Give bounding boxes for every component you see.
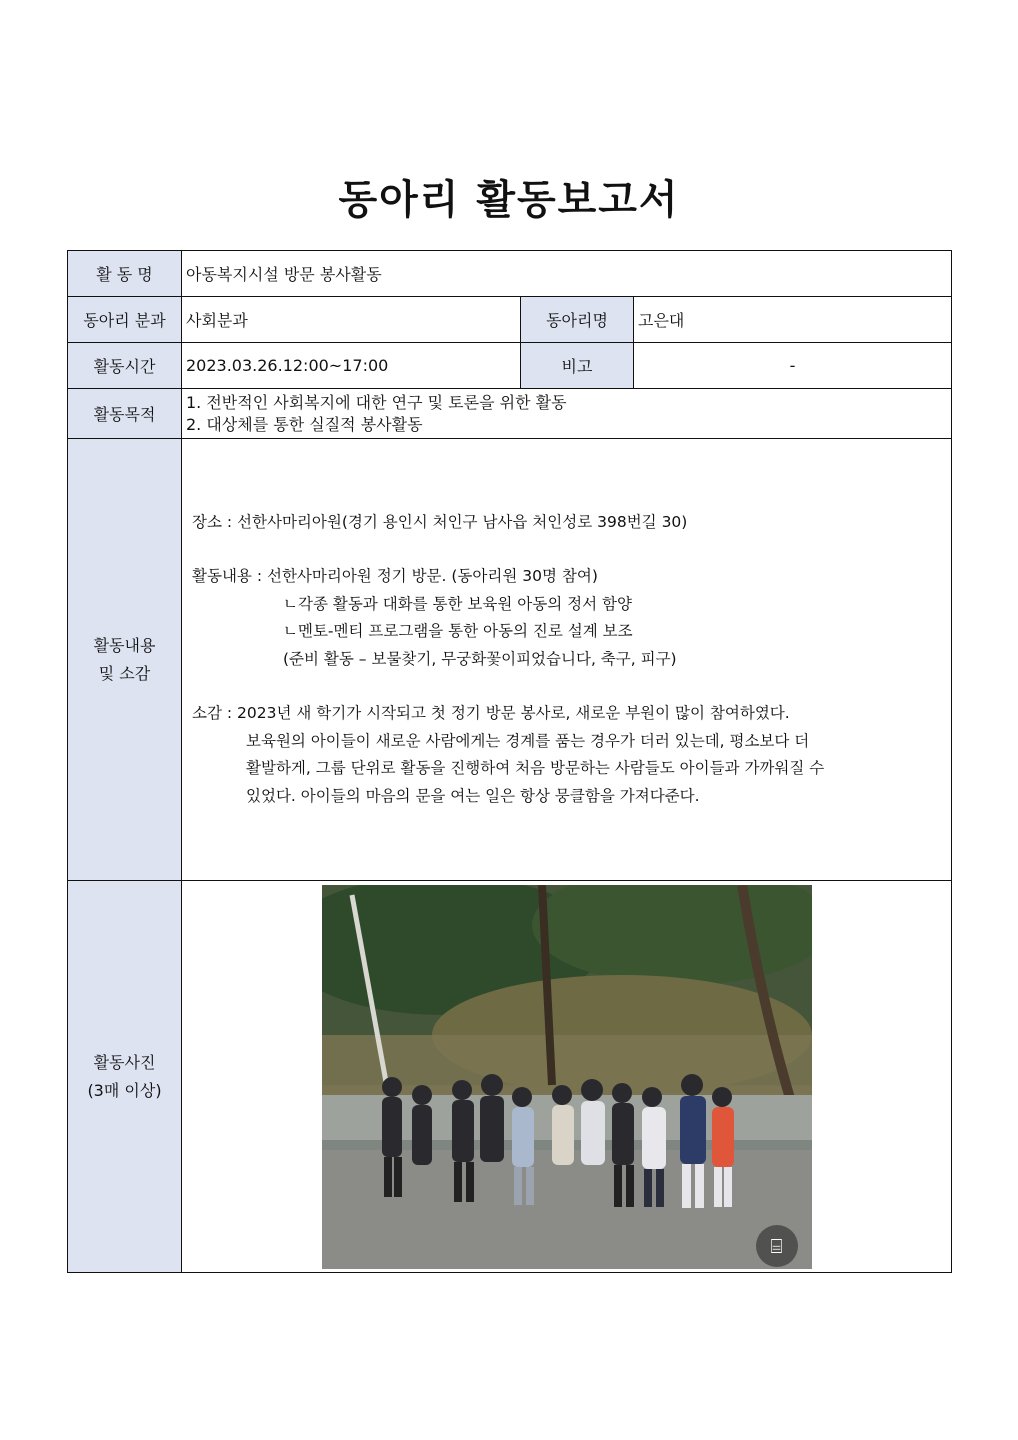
- photo-label: [68, 881, 182, 1273]
- impression-line: 있었다. 아이들의 마음의 문을 여는 일은 항상 뭉클함을 가져다준다.: [246, 786, 700, 805]
- activity-name-value: 아동복지시설 방문 봉사활동: [182, 251, 952, 297]
- activity-sub-line: (준비 활동 – 보물찾기, 무궁화꽃이피었습니다, 축구, 피구): [283, 649, 677, 668]
- activity-sub-line: ㄴ각종 활동과 대화를 통한 보육원 아동의 정서 함양: [283, 594, 632, 613]
- activity-text: 활동내용 : 선한사마리아원 정기 방문. (동아리원 30명 참여): [192, 567, 598, 586]
- row-photo: [68, 881, 952, 1273]
- page-title: 동아리 활동보고서: [338, 177, 680, 223]
- row-time: [68, 343, 952, 389]
- club-division-label: 동아리 분과: [68, 297, 182, 343]
- note-label: 비고: [521, 343, 634, 389]
- purpose-line: 1. 전반적인 사회복지에 대한 연구 및 토론을 위한 활동: [186, 392, 567, 412]
- impression-line: 활발하게, 그룹 단위로 활동을 진행하여 처음 방문하는 사람들도 아이들과 가까워질 수: [246, 759, 825, 778]
- purpose-value: [182, 389, 952, 439]
- photo-label-line2: (3매 이상): [87, 1080, 162, 1100]
- activity-photo: [322, 885, 812, 1269]
- report-table: [67, 250, 952, 1273]
- activity-time-label: 활동시간: [68, 343, 182, 389]
- activity-sub-line: ㄴ멘토-멘티 프로그램을 통한 아동의 진로 설계 보조: [283, 622, 633, 641]
- row-purpose: [68, 389, 952, 439]
- content-label-line1: 활동내용: [93, 635, 156, 655]
- row-content: [68, 439, 952, 881]
- club-name-value: 고은대: [634, 297, 952, 343]
- purpose-label: 활동목적: [68, 389, 182, 439]
- club-name-label: 동아리명: [521, 297, 634, 343]
- scan-text-icon[interactable]: ⌸: [756, 1225, 798, 1267]
- row-club: [68, 297, 952, 343]
- place-text: 장소 : 선한사마리아원(경기 용인시 처인구 남사읍 처인성로 398번길 30): [192, 512, 688, 531]
- club-division-value: 사회분과: [182, 297, 521, 343]
- content-value: [182, 439, 952, 881]
- row-activity-name: [68, 251, 952, 297]
- photo-label-line1: 활동사진: [93, 1052, 156, 1072]
- impression-text: 소감 : 2023년 새 학기가 시작되고 첫 정기 방문 봉사로, 새로운 부원이 많이 참여하였다.: [192, 704, 790, 723]
- impression-line: 보육원의 아이들이 새로운 사람에게는 경계를 품는 경우가 더러 있는데, 평소보다 더: [246, 731, 810, 750]
- note-value: -: [634, 343, 952, 389]
- content-label: [68, 439, 182, 881]
- activity-time-value: 2023.03.26.12:00~17:00: [182, 343, 521, 389]
- activity-name-label: 활 동 명: [68, 251, 182, 297]
- content-label-line2: 및 소감: [98, 663, 151, 683]
- purpose-line: 2. 대상체를 통한 실질적 봉사활동: [186, 414, 423, 434]
- photo-cell: [182, 881, 952, 1273]
